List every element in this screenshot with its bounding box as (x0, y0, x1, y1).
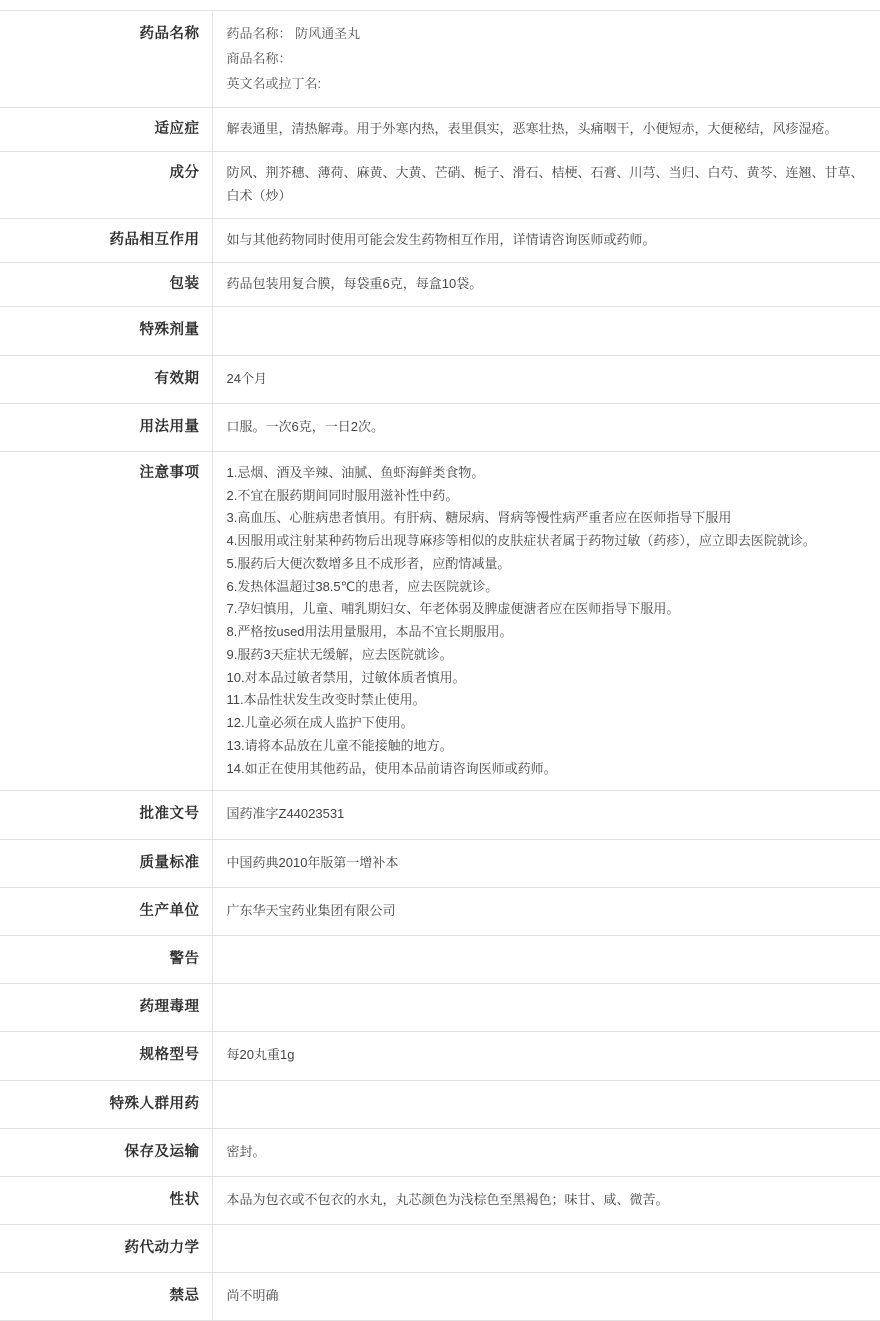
drug-info-table (0, 10, 880, 1321)
table-row (0, 984, 880, 1032)
table-row (0, 887, 880, 935)
table-row (0, 11, 880, 108)
row-value-indications (212, 108, 880, 152)
table-row (0, 307, 880, 355)
table-row (0, 791, 880, 839)
drug-info-table-body (0, 11, 880, 1321)
approval-number-text: 国药准字Z44023531 (226, 806, 345, 822)
contraindications-text: 尚不明确 (226, 1288, 279, 1304)
precaution-item: 7.孕妇慎用，儿童、哺乳期妇女、年老体弱及脾虚便溏者应在医师指导下服用。 (226, 601, 680, 617)
precaution-item: 6.发热体温超过38.5℃的患者，应去医院就诊。 (226, 578, 499, 594)
interactions-text: 如与其他药物同时使用可能会发生药物相互作用，详情请咨询医师或药师。 (226, 231, 656, 247)
row-label-precautions: 注意事项 (0, 451, 212, 791)
appearance-text: 本品为包衣或不包衣的水丸，丸芯颜色为浅棕色至黑褐色；味甘、咸、微苦。 (226, 1191, 669, 1207)
empty-value (227, 948, 867, 964)
row-label-approval-number: 批准文号 (0, 791, 212, 839)
row-label-contraindications: 禁忌 (0, 1273, 212, 1321)
empty-value (227, 1237, 867, 1253)
row-label-appearance: 性状 (0, 1176, 212, 1224)
precaution-item: 4.因服用或注射某种药物后出现荨麻疹等相似的皮肤症状者属于药物过敏（药疹），应立即去医院就诊。 (226, 533, 816, 549)
quality-standard-text: 中国药典2010年版第一增补本 (226, 854, 399, 870)
table-row (0, 355, 880, 403)
table-row (0, 1273, 880, 1321)
validity-text: 24个月 (226, 370, 267, 386)
row-value-pharmacokinetics (212, 1225, 880, 1273)
precaution-item: 5.服药后大便次数增多且不成形者，应酌情减量。 (226, 555, 511, 571)
row-value-usage (212, 403, 880, 451)
table-row (0, 1225, 880, 1273)
table-row (0, 263, 880, 307)
table-row (0, 839, 880, 887)
precaution-item: 9.服药3天症状无缓解，应去医院就诊。 (226, 646, 453, 662)
row-label-packaging: 包装 (0, 263, 212, 307)
precaution-item: 2.不宜在服药期间同时服用滋补性中药。 (226, 487, 459, 503)
row-value-pharmacology (212, 984, 880, 1032)
table-row (0, 152, 880, 219)
row-value-drug-name (212, 11, 880, 108)
table-row (0, 1128, 880, 1176)
row-label-manufacturer: 生产单位 (0, 887, 212, 935)
drug-name-cn: 药品名称： 防风通圣丸 (226, 26, 361, 41)
row-value-warning (212, 935, 880, 983)
table-row (0, 1080, 880, 1128)
row-value-ingredients (212, 152, 880, 219)
row-label-storage: 保存及运输 (0, 1128, 212, 1176)
precaution-item: 1.忌烟、酒及辛辣、油腻、鱼虾海鲜类食物。 (226, 464, 485, 480)
row-label-pharmacokinetics: 药代动力学 (0, 1225, 212, 1273)
row-value-precautions (212, 451, 880, 791)
storage-text: 密封。 (226, 1143, 266, 1159)
precaution-item: 11.本品性状发生改变时禁止使用。 (226, 692, 426, 708)
table-row (0, 451, 880, 791)
packaging-text: 药品包装用复合膜，每袋重6克，每盒10袋。 (226, 276, 483, 292)
row-value-approval-number (212, 791, 880, 839)
table-row (0, 108, 880, 152)
table-row (0, 403, 880, 451)
row-value-manufacturer (212, 887, 880, 935)
empty-value (227, 319, 867, 335)
row-label-drug-name: 药品名称 (0, 11, 212, 108)
row-value-special-dosage (212, 307, 880, 355)
row-label-specification: 规格型号 (0, 1032, 212, 1080)
precaution-item: 3.高血压、心脏病患者慎用。有肝病、糖尿病、肾病等慢性病严重者应在医师指导下服用 (226, 510, 732, 526)
drug-name-trade: 商品名称： (226, 50, 292, 66)
table-row (0, 1176, 880, 1224)
ingredients-text: 防风、荆芥穗、薄荷、麻黄、大黄、芒硝、栀子、滑石、桔梗、石膏、川芎、当归、白芍、黄芩、连翘、甘草、白术（炒） (226, 165, 864, 204)
specification-text: 每20丸重1g (226, 1047, 295, 1063)
row-label-interactions: 药品相互作用 (0, 218, 212, 262)
row-value-contraindications (212, 1273, 880, 1321)
row-value-validity (212, 355, 880, 403)
row-value-storage (212, 1128, 880, 1176)
manufacturer-text: 广东华天宝药业集团有限公司 (226, 902, 396, 918)
row-label-validity: 有效期 (0, 355, 212, 403)
empty-value (227, 1093, 867, 1109)
row-label-ingredients: 成分 (0, 152, 212, 219)
row-label-usage: 用法用量 (0, 403, 212, 451)
row-value-specification (212, 1032, 880, 1080)
precaution-item: 8.严格按used用法用量服用，本品不宜长期服用。 (226, 624, 513, 640)
precaution-item: 13.请将本品放在儿童不能接触的地方。 (226, 737, 453, 753)
row-value-special-population (212, 1080, 880, 1128)
usage-text: 口服。一次6克，一日2次。 (226, 418, 384, 434)
row-value-quality-standard (212, 839, 880, 887)
table-row (0, 218, 880, 262)
row-label-special-population: 特殊人群用药 (0, 1080, 212, 1128)
drug-name-latin: 英文名或拉丁名: (226, 75, 322, 91)
table-row (0, 935, 880, 983)
row-value-interactions (212, 218, 880, 262)
empty-value (227, 996, 867, 1012)
precaution-item: 14.如正在使用其他药品，使用本品前请咨询医师或药师。 (226, 760, 557, 776)
row-value-appearance (212, 1176, 880, 1224)
indications-text: 解表通里，清热解毒。用于外寒内热，表里俱实，恶寒壮热，头痛咽干，小便短赤，大便秘结，风疹湿疮。 (226, 121, 838, 137)
table-row (0, 1032, 880, 1080)
row-label-pharmacology: 药理毒理 (0, 984, 212, 1032)
row-label-warning: 警告 (0, 935, 212, 983)
row-label-special-dosage: 特殊剂量 (0, 307, 212, 355)
row-label-indications: 适应症 (0, 108, 212, 152)
row-value-packaging (212, 263, 880, 307)
row-label-quality-standard: 质量标准 (0, 839, 212, 887)
precaution-item: 10.对本品过敏者禁用，过敏体质者慎用。 (226, 669, 466, 685)
precaution-item: 12.儿童必须在成人监护下使用。 (226, 715, 414, 731)
